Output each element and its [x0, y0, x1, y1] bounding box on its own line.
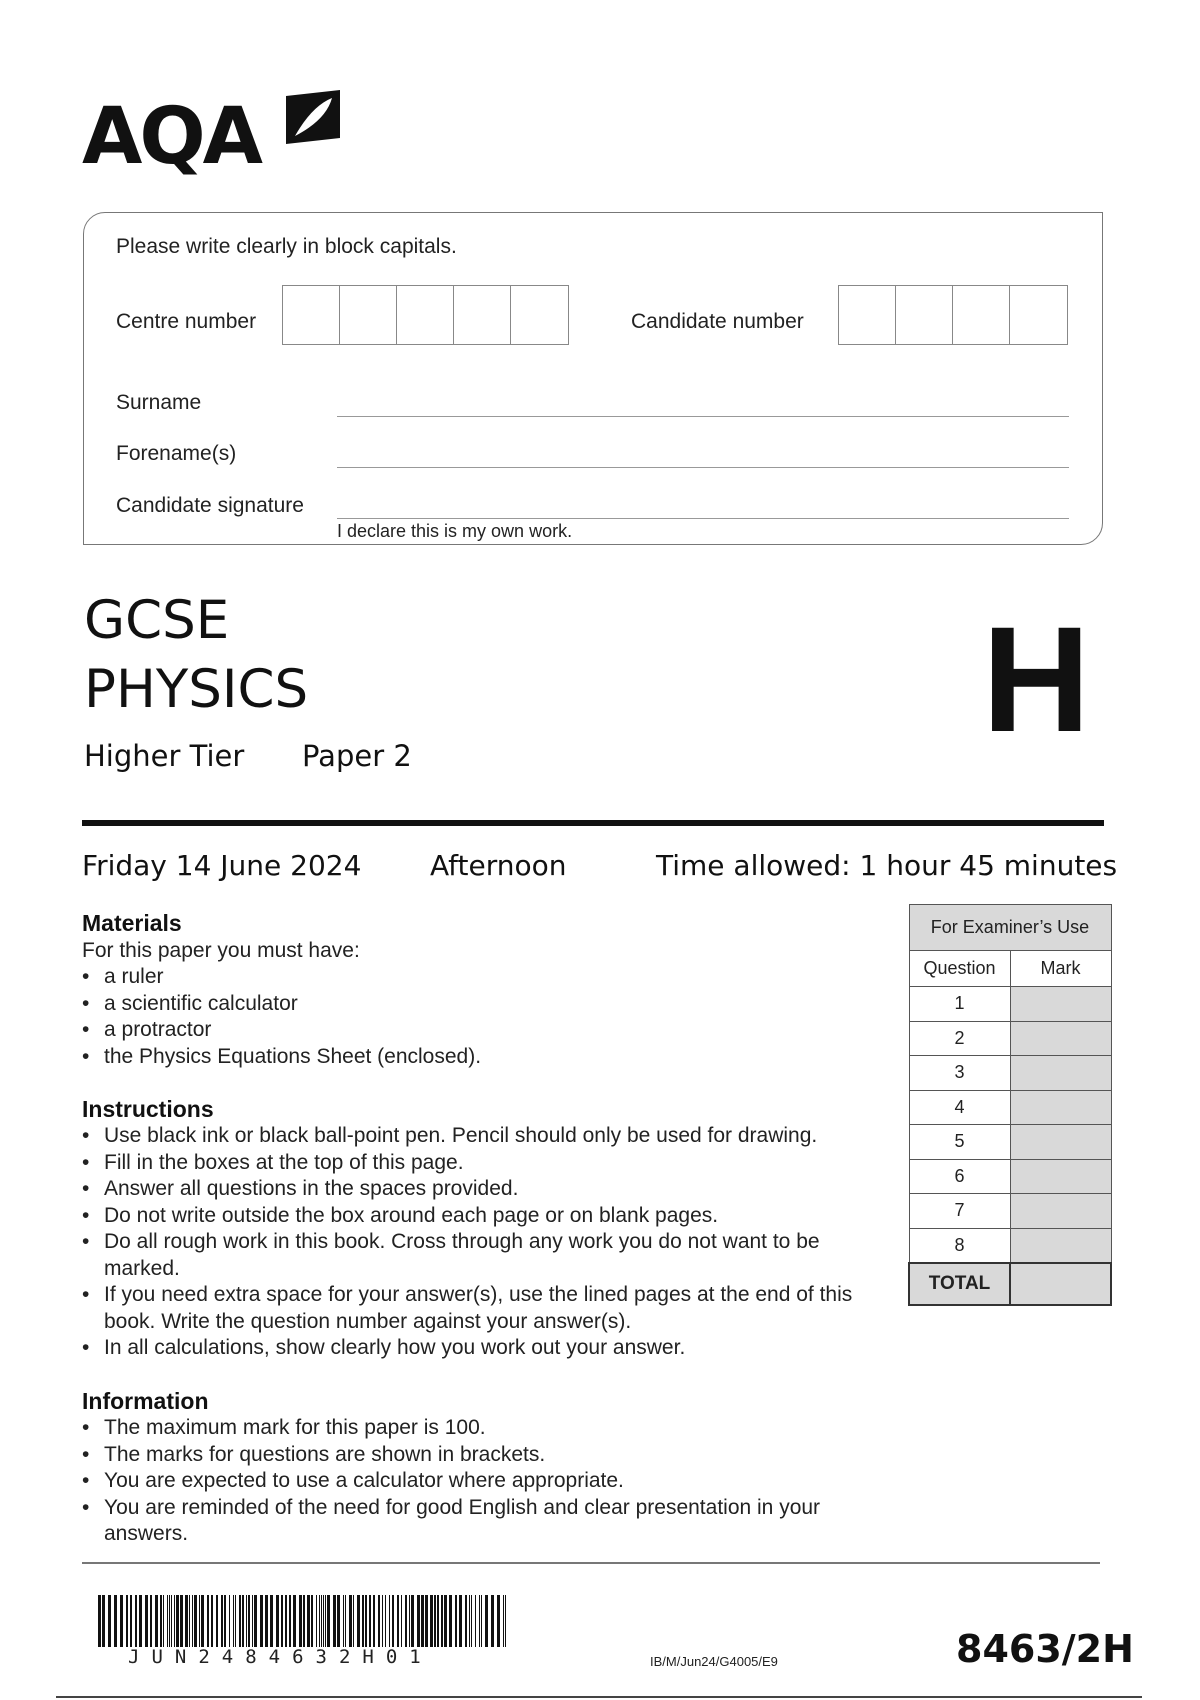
table-row — [909, 1090, 1111, 1125]
signature-label: Candidate signature — [116, 494, 304, 517]
centre-number-label: Centre number — [116, 310, 257, 333]
examiner-use-table — [908, 904, 1112, 1306]
question-number: 7 — [909, 1194, 1010, 1229]
list-item: • Answer all questions in the spaces provided. — [82, 1176, 872, 1203]
materials-list — [82, 964, 872, 1070]
total-mark-cell — [1010, 1263, 1111, 1305]
list-item: • a ruler — [82, 964, 872, 991]
mark-cell — [1010, 1159, 1111, 1194]
candidate-number-label: Candidate number — [631, 310, 804, 333]
list-item: • Do not write outside the box around each page or on blank pages. — [82, 1203, 872, 1230]
mark-column-header: Mark — [1010, 951, 1111, 987]
materials-intro: For this paper you must have: — [82, 939, 360, 962]
mark-cell — [1010, 1056, 1111, 1091]
information-list — [82, 1415, 872, 1548]
declaration-text: I declare this is my own work. — [337, 521, 573, 541]
centre-number-digit[interactable] — [397, 286, 454, 344]
centre-number-boxes[interactable] — [282, 285, 569, 345]
information-heading: Information — [82, 1388, 209, 1414]
logo-text: AQA — [82, 92, 261, 182]
list-item: • In all calculations, show clearly how you work out your answer. — [82, 1335, 872, 1362]
mark-cell — [1010, 1125, 1111, 1160]
centre-number-digit[interactable] — [511, 286, 568, 344]
reference-code: IB/M/Jun24/G4005/E9 — [650, 1654, 778, 1669]
mark-cell — [1010, 1228, 1111, 1263]
question-number: 1 — [909, 987, 1010, 1022]
centre-number-digit[interactable] — [340, 286, 397, 344]
list-item: • You are reminded of the need for good English and clear presentation in your answers. — [82, 1495, 872, 1548]
table-row — [909, 1159, 1111, 1194]
forenames-label: Forename(s) — [116, 442, 237, 465]
surname-line[interactable] — [337, 416, 1069, 417]
centre-number-digit[interactable] — [454, 286, 511, 344]
exam-session: Afternoon — [430, 849, 567, 882]
aqa-logo — [82, 90, 352, 185]
total-row — [909, 1263, 1111, 1305]
candidate-number-digit[interactable] — [953, 286, 1010, 344]
table-row — [909, 1228, 1111, 1263]
subject-title: PHYSICS — [84, 659, 309, 720]
question-number: 4 — [909, 1090, 1010, 1125]
forenames-line[interactable] — [337, 467, 1069, 468]
list-item: • Fill in the boxes at the top of this page. — [82, 1150, 872, 1177]
mark-cell — [1010, 987, 1111, 1022]
list-item: • The marks for questions are shown in brackets. — [82, 1442, 872, 1469]
mark-cell — [1010, 1194, 1111, 1229]
barcode-icon — [98, 1595, 510, 1647]
tier-letter: H — [982, 595, 1091, 763]
list-item: • The maximum mark for this paper is 100. — [82, 1415, 872, 1442]
barcode-digits: JUN2484632H01 — [128, 1646, 433, 1668]
candidate-number-boxes[interactable] — [838, 285, 1068, 345]
mark-cell — [1010, 1021, 1111, 1056]
list-item: • a protractor — [82, 1017, 872, 1044]
table-row — [909, 1056, 1111, 1091]
candidate-number-digit[interactable] — [1010, 286, 1067, 344]
question-number: 3 — [909, 1056, 1010, 1091]
qualification-title: GCSE — [84, 590, 230, 651]
paper-code: 8463/2H — [956, 1627, 1134, 1671]
exam-date: Friday 14 June 2024 — [82, 849, 362, 882]
table-row — [909, 1125, 1111, 1160]
list-item: • You are expected to use a calculator where appropriate. — [82, 1468, 872, 1495]
list-item: • a scientific calculator — [82, 991, 872, 1018]
instructions-list — [82, 1123, 872, 1362]
question-number: 5 — [909, 1125, 1010, 1160]
instructions-heading: Instructions — [82, 1096, 214, 1122]
candidate-details-box — [83, 212, 1103, 545]
question-number: 2 — [909, 1021, 1010, 1056]
examiner-table-heading: For Examiner’s Use — [909, 905, 1111, 951]
total-label: TOTAL — [909, 1263, 1010, 1305]
question-column-header: Question — [909, 951, 1010, 987]
aqa-leaf-mark-icon — [282, 90, 352, 148]
page-bottom-rule — [56, 1696, 1142, 1698]
list-item: • Use black ink or black ball-point pen. Pencil should only be used for drawing. — [82, 1123, 872, 1150]
question-number: 6 — [909, 1159, 1010, 1194]
paper-label: Paper 2 — [302, 739, 412, 773]
mark-cell — [1010, 1090, 1111, 1125]
signature-line[interactable] — [337, 518, 1069, 519]
centre-number-digit[interactable] — [283, 286, 340, 344]
block-capitals-instruction: Please write clearly in block capitals. — [116, 235, 457, 258]
table-row — [909, 1021, 1111, 1056]
footer-divider — [82, 1562, 1100, 1564]
surname-label: Surname — [116, 391, 202, 414]
materials-heading: Materials — [82, 910, 182, 936]
list-item: • Do all rough work in this book. Cross through any work you do not want to be marked. — [82, 1229, 872, 1282]
tier-label: Higher Tier — [84, 739, 245, 773]
list-item: • the Physics Equations Sheet (enclosed). — [82, 1044, 872, 1071]
candidate-number-digit[interactable] — [839, 286, 896, 344]
question-number: 8 — [909, 1228, 1010, 1263]
list-item: • If you need extra space for your answer(s), use the lined pages at the end of this book. Write the question number against your answer(s). — [82, 1282, 872, 1335]
time-allowed: Time allowed: 1 hour 45 minutes — [656, 849, 1118, 882]
table-row — [909, 1194, 1111, 1229]
table-row — [909, 987, 1111, 1022]
candidate-number-digit[interactable] — [896, 286, 953, 344]
title-divider — [82, 820, 1104, 826]
